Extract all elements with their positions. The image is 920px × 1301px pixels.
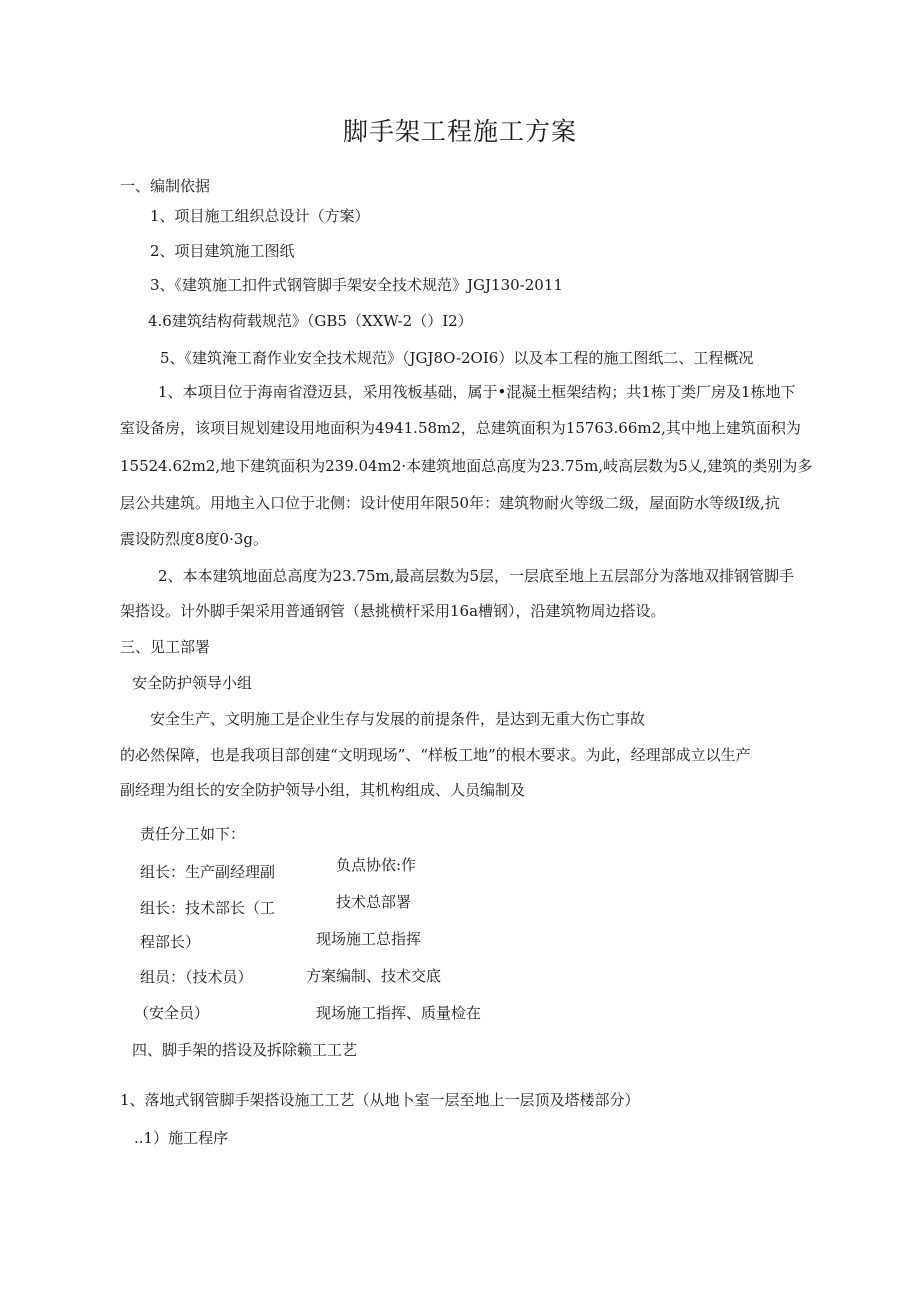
role-2-title: 组长：技术部长（工 (140, 899, 276, 917)
basis-item-1: 1、项目施工组织总设计（方案） (150, 207, 370, 225)
overview-p1-line-5: 震设防烈度8度0·3g。 (120, 530, 269, 548)
role-1-duty: 负点协依:作 (336, 856, 417, 874)
section4-item-1: 1、落地式钢管脚手架搭设施工工艺（从地卜室一层至地上一层顶及塔楼部分） (120, 1091, 640, 1109)
section1-heading: 一、编制依据 (120, 177, 211, 195)
duty-intro: 责任分工如下： (140, 825, 246, 843)
overview-p1-line-1: 1、本项目位于海南省澄迈县，采用筏板基础，属于•混凝土框架结构；共1栋丁类厂房及1栋地下 (158, 383, 796, 401)
role-3-title: 程部长） (140, 933, 201, 951)
basis-item-4: 4.6建筑结构荷载规范》（GB5（XXW-2（）I2） (148, 312, 473, 330)
role-4-title: 组员：（技术员） (140, 968, 253, 986)
section4-sub-1: ..1）施工程序 (134, 1129, 229, 1147)
overview-p2-line-1: 2、本本建筑地面总高度为23.75m,最高层数为5层，一层底至地上五层部分为落地双排钢管脚手 (158, 567, 795, 585)
safety-para-line-2: 的必然保障，也是我项目部创建“文明现场”、“样板工地”的根木要求。为此，经理部成立以生产 (120, 746, 751, 764)
role-4-duty: 方案编制、技术交底 (306, 967, 442, 985)
section4-heading: 四、脚手架的搭设及拆除籁工工艺 (132, 1041, 358, 1059)
safety-para-line-1: 安全生产、文明施工是企业生存与发展的前提条件，是达到无重大伤亡事故 (150, 710, 646, 728)
role-5-title: （安全员） (134, 1004, 210, 1022)
role-1-title: 组长：生产副经理副 (140, 863, 276, 881)
overview-p1-line-2: 室设备房，该项目规划建设用地面积为4941.58m2，总建筑面积为15763.66m2,其中地上建筑面积为 (120, 419, 801, 437)
basis-item-5: 5、《建筑淹工裔作业安全技术规范》（JGJ8O-2OI6）以及本工程的施工图纸二、工程概况 (160, 349, 754, 367)
section3-heading: 三、见工部署 (120, 638, 211, 656)
role-5-duty: 现场施工指挥、质量检在 (316, 1004, 482, 1022)
section3-subheading: 安全防护领导小组 (132, 674, 253, 692)
safety-para-line-3: 副经理为组长的安全防护领导小组，其机构组成、人员编制及 (120, 781, 526, 799)
role-3-duty: 现场施工总指挥 (316, 930, 422, 948)
basis-item-3: 3、《建筑施工扣件式钢管脚手架安全技术规范》JGJ130-2011 (150, 276, 563, 294)
overview-p1-line-3: 15524.62m2,地下建筑面积为239.04m2·本建筑地面总高度为23.75m,岐高层数为5乂,建筑的类别为多 (120, 457, 813, 475)
basis-item-2: 2、项目建筑施工图纸 (150, 242, 295, 260)
overview-p2-line-2: 架搭设。计外脚手架采用普通钢管（悬挑横杆采用16a槽钢），沿建筑物周边搭设。 (120, 602, 666, 620)
document-title: 脚手架工程施工方案 (342, 117, 577, 146)
role-2-duty: 技术总部署 (336, 893, 412, 911)
overview-p1-line-4: 层公共建筑。用地主入口位于北侧：设计使用年限50年：建筑物耐火等级二级，屋面防水等级I级,抗 (120, 494, 780, 512)
